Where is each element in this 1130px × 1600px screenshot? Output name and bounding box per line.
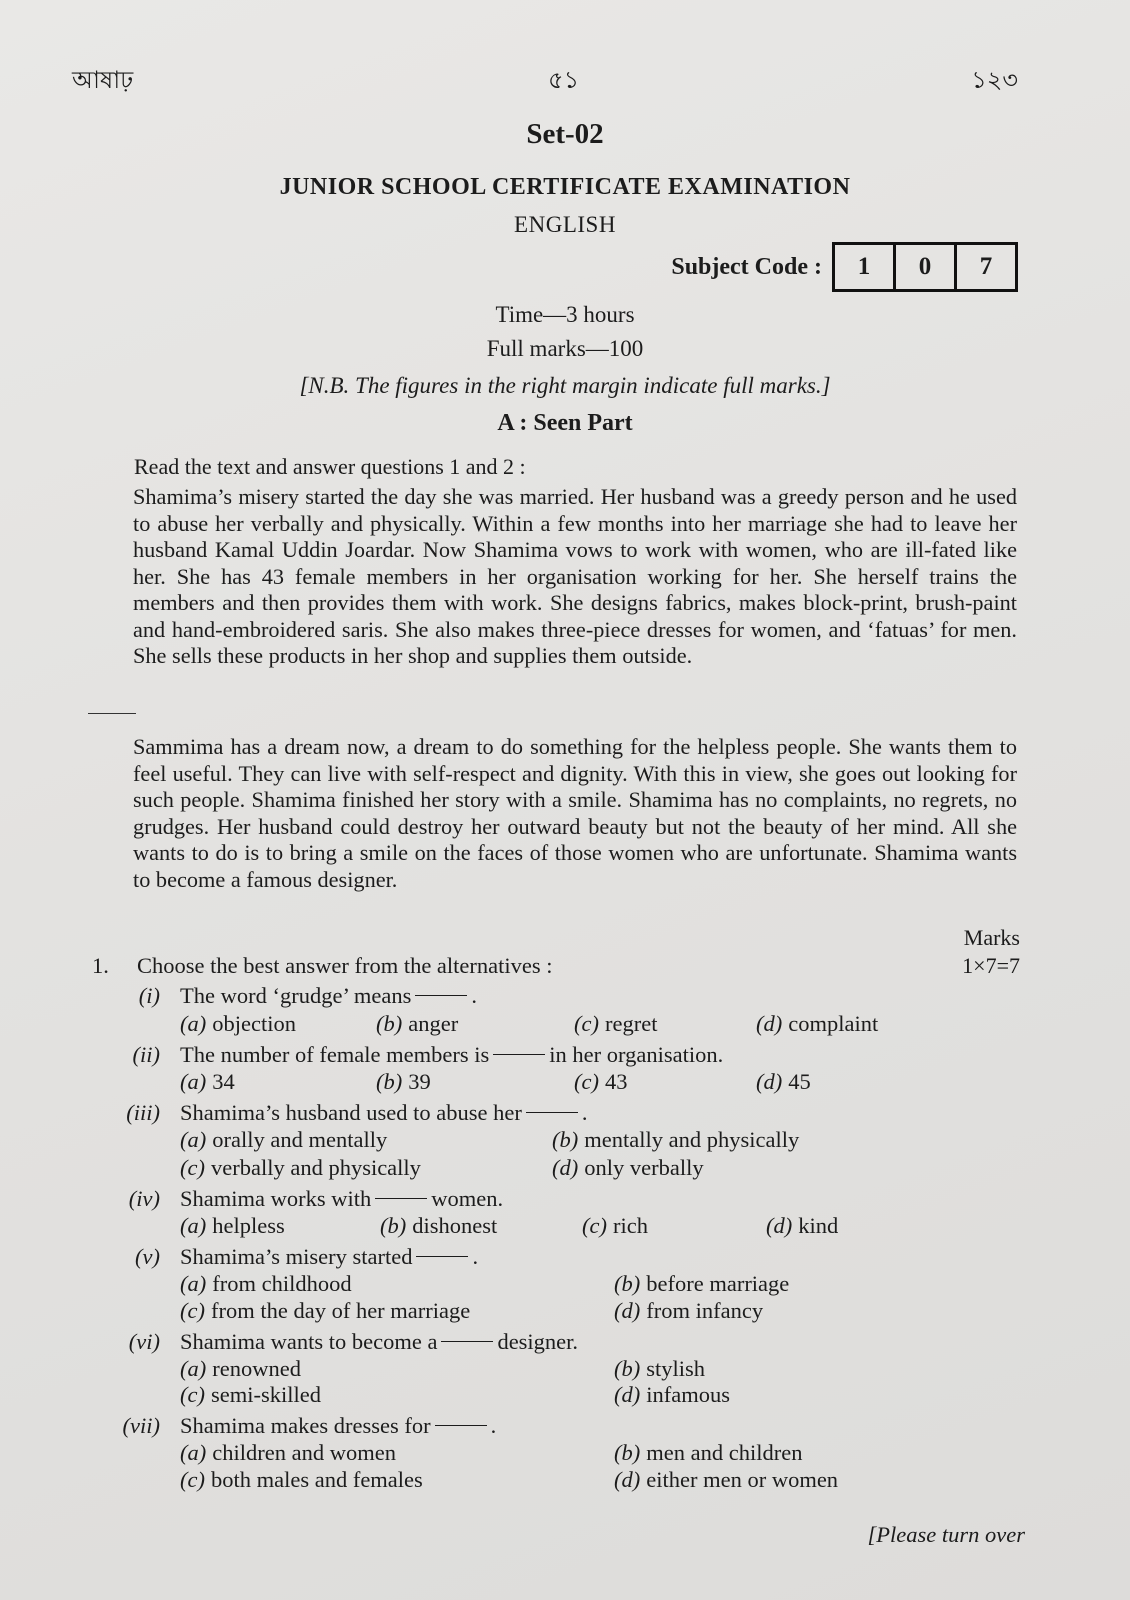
header-month: আষাঢ় [72,66,134,94]
item-stem: Shamima wants to become a [180,1329,438,1354]
option: (d) 45 [756,1069,811,1094]
item-stem: The word ‘grudge’ means [180,983,412,1008]
question-item [180,1244,478,1270]
subject-code [671,242,1018,292]
answer-blank [493,1054,545,1055]
answer-blank [441,1341,493,1342]
answer-blank [415,995,467,996]
header-page-number: ৫১ [548,66,580,94]
item-stem-end: in her organisation. [549,1042,724,1067]
option: (b) mentally and physically [552,1127,800,1152]
option: (d) from infancy [614,1298,764,1323]
question-item [180,1329,578,1355]
full-marks: Full marks—100 [486,336,644,361]
item-stem: The number of female members is [180,1042,490,1067]
item-number: (ii) [132,1042,160,1067]
question-text: Choose the best answer from the alternatives : [137,953,553,978]
item-number: (vii) [122,1413,160,1438]
exam-title: JUNIOR SCHOOL CERTIFICATE EXAMINATION [279,174,851,200]
option: (a) orally and mentally [180,1127,388,1152]
question-item [180,1413,496,1439]
item-number: (vi) [128,1329,160,1354]
item-stem: Shamima’s misery started [180,1244,413,1269]
option: (b) stylish [614,1356,706,1381]
option: (b) dishonest [380,1213,498,1238]
set-label: Set-02 [526,118,604,150]
item-number: (v) [135,1244,160,1269]
subject-code-digit: 7 [954,245,1015,289]
option: (d) complaint [756,1011,879,1036]
option: (a) renowned [180,1356,301,1381]
item-stem-end: designer. [497,1329,579,1354]
option: (d) either men or women [614,1467,839,1492]
item-stem-end: women. [431,1186,504,1211]
item-stem-end: . [581,1100,588,1125]
subject-code-box [832,242,1018,292]
subject-title: ENGLISH [514,212,616,237]
item-stem-end: . [471,983,477,1008]
option: (c) rich [582,1213,648,1238]
option: (c) semi-skilled [180,1382,321,1407]
question-item [180,1100,587,1126]
option: (c) regret [574,1011,658,1036]
answer-blank [416,1256,468,1257]
option: (b) anger [376,1011,459,1036]
option: (c) both males and females [180,1467,423,1492]
marks-note: [N.B. The figures in the right margin indicate full marks.] [299,373,831,398]
header-serial: ১২৩ [971,66,1018,94]
question-number: 1. [92,953,109,978]
answer-blank [375,1198,427,1199]
item-number: (i) [138,983,160,1008]
option: (c) verbally and physically [180,1155,421,1180]
item-stem: Shamima makes dresses for [180,1413,431,1438]
subject-code-digit: 0 [893,245,954,289]
option: (a) from childhood [180,1271,352,1296]
option: (d) infamous [614,1382,730,1407]
option: (a) objection [180,1011,296,1036]
passage-paragraph-2: Sammima has a dream now, a dream to do something for the helpless people. She wants them to feel useful. They can live with self-respect and dignity. With this in view, she goes out looking for such people. Shamima finished her story with a smile. Shamima has no complaints, no regrets, no grudges. Her husband could destroy her outward beauty but not the beauty of her mind. All she wants to do is to bring a smile on the faces of those women who are unfortunate. Shamima wants to become a famous designer. [133,734,1017,892]
marks-heading: Marks [963,925,1020,950]
option: (b) men and children [614,1440,803,1465]
item-stem: Shamima works with [180,1186,372,1211]
turn-over-note: [Please turn over [867,1522,1025,1547]
option: (d) kind [766,1213,839,1238]
question-item [180,1042,723,1068]
subject-code-digit: 1 [857,253,871,280]
option: (b) 39 [376,1069,431,1094]
answer-blank [526,1112,578,1113]
question-item [180,983,477,1009]
reading-instruction: Read the text and answer questions 1 and 2 : [134,454,526,479]
subject-code-label: Subject Code : [671,253,822,280]
item-stem-end: . [490,1413,497,1438]
item-stem-end: . [472,1244,479,1269]
option: (a) helpless [180,1213,285,1238]
item-number: (iv) [128,1186,160,1211]
item-number: (iii) [126,1100,160,1125]
option: (a) children and women [180,1440,396,1465]
passage-paragraph-1: Shamima’s misery started the day she was married. Her husband was a greedy person and he used to abuse her verbally and physically. Within a few months into her marriage she had to leave her husband Kamal Uddin Joardar. Now Shamima vows to work with women, who are ill-fated like her. She has 43 female members in her organisation working for her. She herself trains the members and then provides them with work. She designs fabrics, makes block-print, brush-paint and hand-embroidered saris. She also makes three-piece dresses for women, and ‘fatuas’ for men. She sells these products in her shop and supplies them outside. [133,484,1017,668]
option: (c) from the day of her marriage [180,1298,471,1323]
question-item [180,1186,503,1212]
marks-value: 1×7=7 [962,953,1020,978]
margin-mark [88,713,136,714]
option: (d) only verbally [552,1155,704,1180]
option: (c) 43 [574,1069,628,1094]
option: (a) 34 [180,1069,235,1094]
answer-blank [435,1425,487,1426]
option: (b) before marriage [614,1271,790,1296]
part-heading: A : Seen Part [497,410,633,436]
item-stem: Shamima’s husband used to abuse her [180,1100,522,1125]
exam-time: Time—3 hours [495,302,635,327]
